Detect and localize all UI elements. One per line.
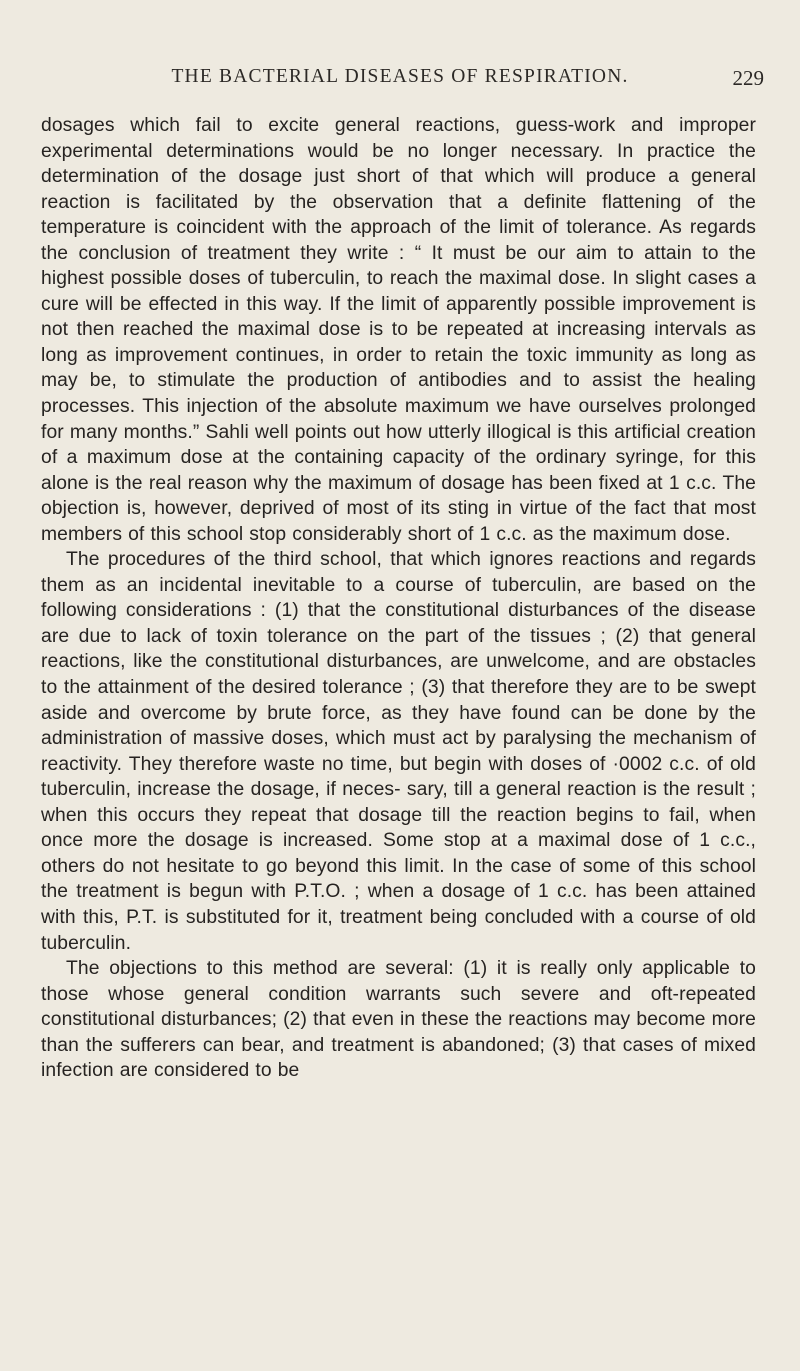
paragraph-objections: The objections to this method are several: (1) it is really only applicable to those whose general condition warrants such severe and oft-repeated constitutional disturbances; (2) that even in these the reactions may become more than the sufferers can bear, and treatment is abandoned; (3) that cases of mixed infection are considered to be: [41, 958, 756, 1082]
paragraph-third-school: The procedures of the third school, that which ignores reactions and regards them as an incidental inevitable to a course of tuberculin, are based on the following considerations : (1) that the constitutional disturbances of the disease are due to lack of toxin tolerance on the part of the tissues ; (2) that general reactions, like the constitutional disturbances, are unwelcome, and are obstacles to the attainment of the desired tolerance ; (3) that therefore they are to be swept aside and overcome by brute force, as they have found can be done by the administration of massive doses, which must act by paralysing the mechanism of reactivity. They therefore waste no time, but begin with doses of ·0002 c.c. of old tuberculin, increase the dosage, if neces- sary, till a general reaction is the result ; when this occurs they repeat that dosage till the reaction begins to fail, when once more the dosage is increased. Some stop at a maximal dose of 1 c.c., others do not hesitate to go beyond this limit. In the case of some of this school the treatment is begun with P.T.O. ; when a dosage of 1 c.c. has been attained with this, P.T. is substituted for it, treatment being concluded with a course of old tuberculin.: [41, 549, 756, 954]
body-text: [41, 113, 756, 1084]
paragraph-continued: dosages which fail to excite general reactions, guess-work and improper experimental determinations would be no longer necessary. In practice the determination of the dosage just short of that which will produce a general reaction is facilitated by the observation that a definite flattening of the temperature is coincident with the approach of the limit of tolerance. As regards the conclusion of treatment they write : “ It must be our aim to attain to the highest possible doses of tuberculin, to reach the maximal dose. In slight cases a cure will be effected in this way. If the limit of apparently possible improvement is not then reached the maximal dose is to be repeated at increasing intervals as long as improvement continues, in order to retain the toxic immunity as long as may be, to stimulate the production of antibodies and to assist the healing processes. This injection of the absolute maximum we have ourselves prolonged for many months.” Sahli well points out how utterly illogical is this artificial creation of a maximum dose at the containing capacity of the ordinary syringe, for this alone is the real reason why the maximum of dosage has been fixed at 1 c.c. The objection is, however, deprived of most of its sting in virtue of the fact that most members of this school stop considerably short of 1 c.c. as the maximum dose.: [41, 115, 756, 545]
running-head: [0, 66, 800, 96]
page-number: 229: [732, 66, 764, 90]
chapter-title: THE BACTERIAL DISEASES OF RESPIRATION.: [171, 66, 629, 87]
